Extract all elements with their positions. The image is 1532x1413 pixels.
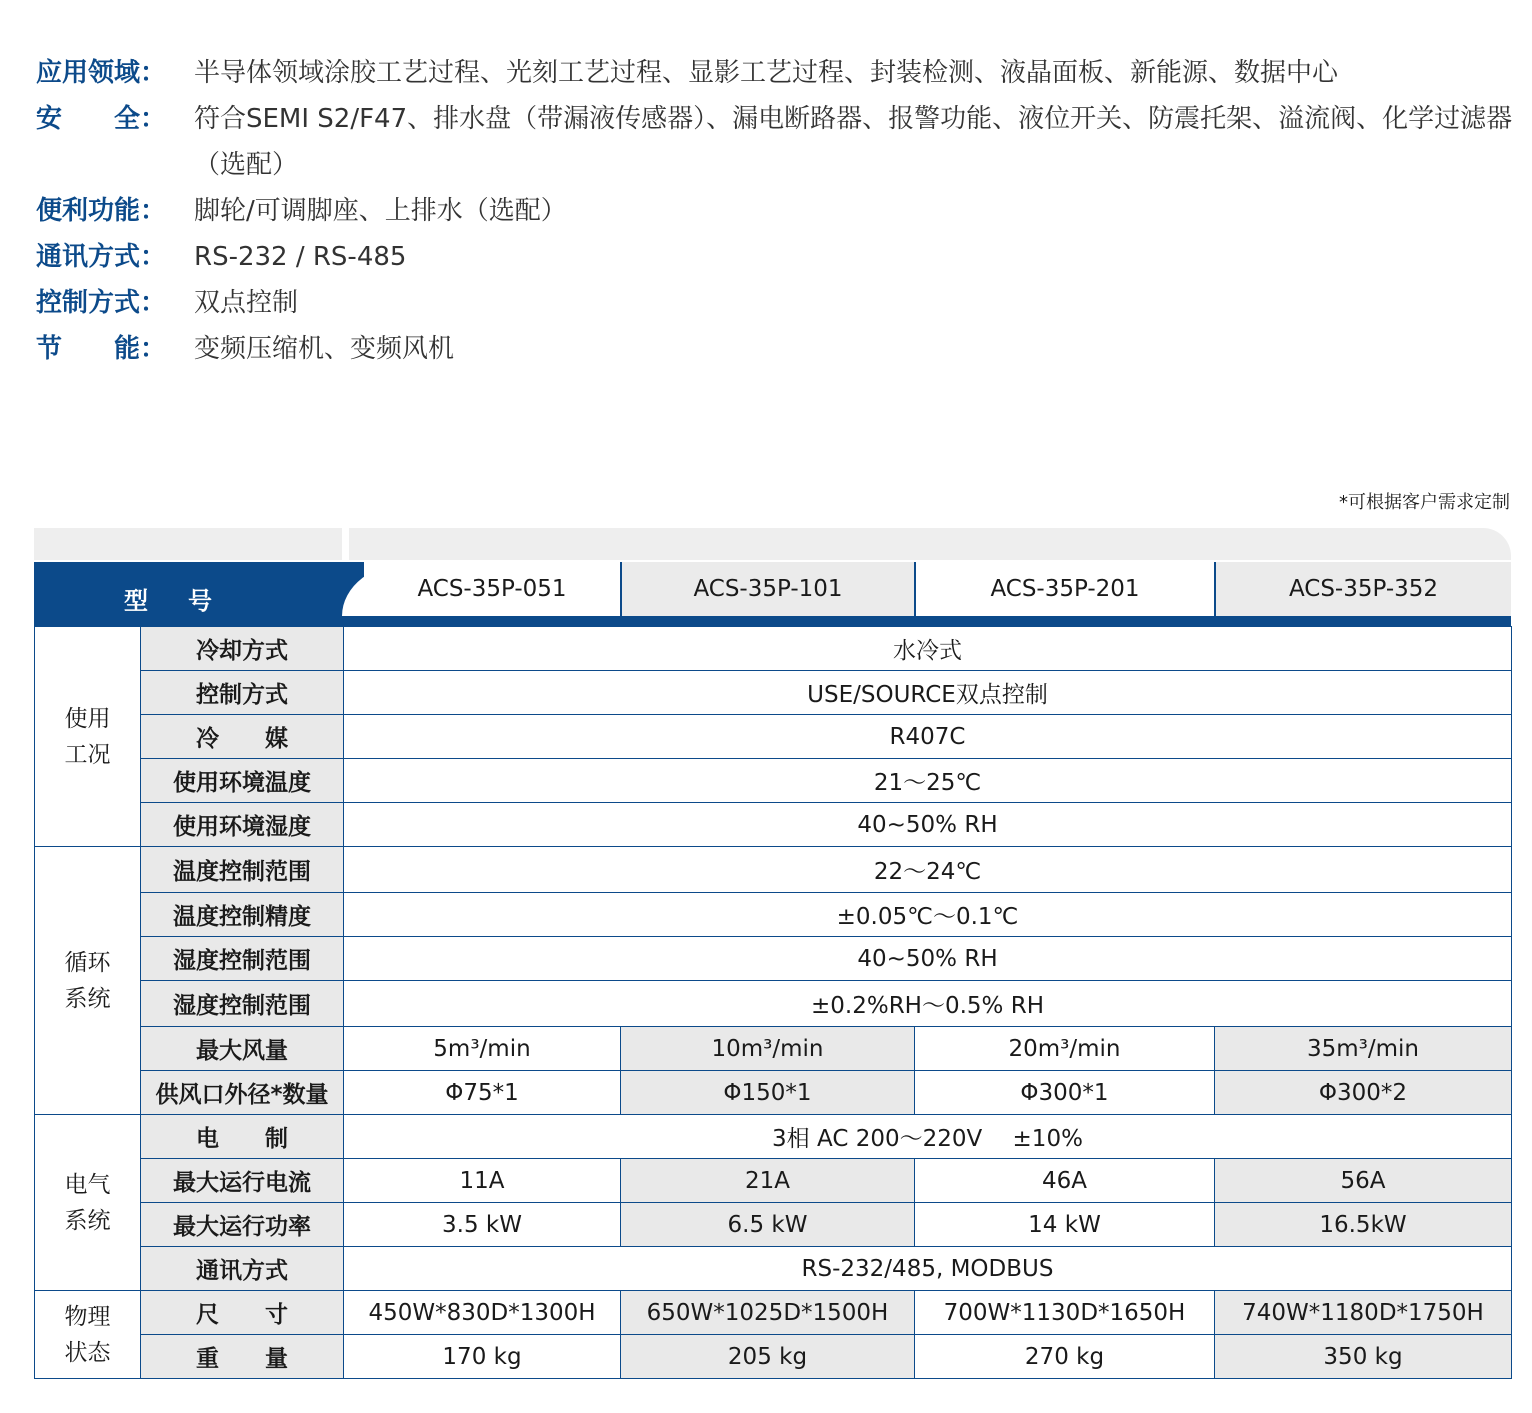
- value-cell: 46A: [915, 1159, 1215, 1203]
- value-cell: 21A: [621, 1159, 915, 1203]
- feature-control: [36, 280, 1516, 326]
- table-row: [35, 1291, 1512, 1335]
- param-label: 湿度控制范围: [141, 981, 344, 1027]
- param-label: 重 量: [141, 1335, 344, 1379]
- value-cell: USE/SOURCE双点控制: [344, 671, 1512, 715]
- param-label: 湿度控制范围: [141, 937, 344, 981]
- param-label: 使用环境温度: [141, 759, 344, 803]
- table-row: [35, 759, 1512, 803]
- param-label: 电 制: [141, 1115, 344, 1159]
- custom-note: *可根据客户需求定制: [1339, 492, 1510, 513]
- value-cell: 650W*1025D*1500H: [621, 1291, 915, 1335]
- value-cell: ±0.05℃～0.1℃: [344, 893, 1512, 937]
- feature-value: 变频压缩机、变频风机: [194, 334, 455, 364]
- value-cell: 56A: [1215, 1159, 1512, 1203]
- feature-energy: [36, 326, 1516, 372]
- model-tab-1: ACS-35P-051: [364, 562, 620, 616]
- feature-label: 通讯方式：: [36, 242, 167, 272]
- value-cell: Φ75*1: [344, 1071, 621, 1115]
- value-cell: Φ300*1: [915, 1071, 1215, 1115]
- feature-communication: [36, 234, 1516, 280]
- table-row: [35, 627, 1512, 671]
- value-cell: 3.5 kW: [344, 1203, 621, 1247]
- feature-application: [36, 50, 1516, 96]
- feature-value: 半导体领域涂胶工艺过程、光刻工艺过程、显影工艺过程、封装检测、液晶面板、新能源、数据中心: [194, 58, 1339, 88]
- value-cell: 3相 AC 200～220V ±10%: [344, 1115, 1512, 1159]
- model-header: 型号: [124, 586, 252, 615]
- param-label: 最大运行功率: [141, 1203, 344, 1247]
- param-label: 冷 媒: [141, 715, 344, 759]
- table-row: [35, 893, 1512, 937]
- table-row: [35, 981, 1512, 1027]
- value-cell: 水冷式: [344, 627, 1512, 671]
- value-cell: Φ150*1: [621, 1071, 915, 1115]
- param-label: 最大风量: [141, 1027, 344, 1071]
- value-cell: 5m³/min: [344, 1027, 621, 1071]
- feature-label: 节 能：: [36, 334, 167, 364]
- value-cell: 40~50% RH: [344, 937, 1512, 981]
- value-cell: 21～25℃: [344, 759, 1512, 803]
- feature-value: 符合SEMI S2/F47、排水盘（带漏液传感器）、漏电断路器、报警功能、液位开关、防震托架、溢流阀、化学过滤器（选配）: [194, 104, 1513, 180]
- table-row: [35, 937, 1512, 981]
- value-cell: 35m³/min: [1215, 1027, 1512, 1071]
- value-cell: 16.5kW: [1215, 1203, 1512, 1247]
- model-tab-3: ACS-35P-201: [916, 562, 1214, 616]
- param-label: 最大运行电流: [141, 1159, 344, 1203]
- table-row: [35, 671, 1512, 715]
- group-label: 循环 系统: [35, 847, 141, 1115]
- value-cell: RS-232/485, MODBUS: [344, 1247, 1512, 1291]
- table-row: [35, 1071, 1512, 1115]
- value-cell: 205 kg: [621, 1335, 915, 1379]
- table-top-strip: [34, 528, 1511, 560]
- value-cell: Φ300*2: [1215, 1071, 1512, 1115]
- param-label: 使用环境湿度: [141, 803, 344, 847]
- value-cell: 22～24℃: [344, 847, 1512, 893]
- value-cell: 270 kg: [915, 1335, 1215, 1379]
- model-tab-4: ACS-35P-352: [1216, 562, 1511, 616]
- value-cell: 350 kg: [1215, 1335, 1512, 1379]
- strip-right: [349, 528, 1511, 560]
- feature-list: [36, 50, 1516, 372]
- param-label: 冷却方式: [141, 627, 344, 671]
- feature-value: 双点控制: [194, 288, 299, 318]
- param-label: 温度控制精度: [141, 893, 344, 937]
- value-cell: 450W*830D*1300H: [344, 1291, 621, 1335]
- param-label: 尺 寸: [141, 1291, 344, 1335]
- group-label: 物理 状态: [35, 1291, 141, 1379]
- table-row: [35, 715, 1512, 759]
- value-cell: 40~50% RH: [344, 803, 1512, 847]
- value-cell: 170 kg: [344, 1335, 621, 1379]
- feature-convenience: [36, 188, 1516, 234]
- value-cell: 6.5 kW: [621, 1203, 915, 1247]
- value-cell: 740W*1180D*1750H: [1215, 1291, 1512, 1335]
- table-row: [35, 1247, 1512, 1291]
- value-cell: R407C: [344, 715, 1512, 759]
- param-label: 供风口外径*数量: [141, 1071, 344, 1115]
- param-label: 通讯方式: [141, 1247, 344, 1291]
- feature-label: 安 全：: [36, 104, 167, 134]
- table-row: [35, 1115, 1512, 1159]
- strip-left: [34, 528, 342, 560]
- feature-value: 脚轮/可调脚座、上排水（选配）: [194, 196, 567, 226]
- value-cell: ±0.2%RH～0.5% RH: [344, 981, 1512, 1027]
- group-label: 电气 系统: [35, 1115, 141, 1291]
- value-cell: 14 kW: [915, 1203, 1215, 1247]
- feature-label: 控制方式：: [36, 288, 167, 318]
- table-row: [35, 1203, 1512, 1247]
- value-cell: 20m³/min: [915, 1027, 1215, 1071]
- group-label: 使用 工况: [35, 627, 141, 847]
- value-cell: 11A: [344, 1159, 621, 1203]
- spec-grid: [34, 626, 1512, 1379]
- feature-label: 便利功能：: [36, 196, 167, 226]
- value-cell: 10m³/min: [621, 1027, 915, 1071]
- feature-safety: [36, 96, 1516, 188]
- table-header: [34, 562, 1511, 626]
- table-row: [35, 1027, 1512, 1071]
- param-label: 控制方式: [141, 671, 344, 715]
- table-row: [35, 803, 1512, 847]
- table-row: [35, 847, 1512, 893]
- feature-label: 应用领域：: [36, 58, 167, 88]
- table-row: [35, 1159, 1512, 1203]
- model-tab-2: ACS-35P-101: [622, 562, 914, 616]
- value-cell: 700W*1130D*1650H: [915, 1291, 1215, 1335]
- table-row: [35, 1335, 1512, 1379]
- param-label: 温度控制范围: [141, 847, 344, 893]
- feature-value: RS-232 / RS-485: [194, 242, 407, 272]
